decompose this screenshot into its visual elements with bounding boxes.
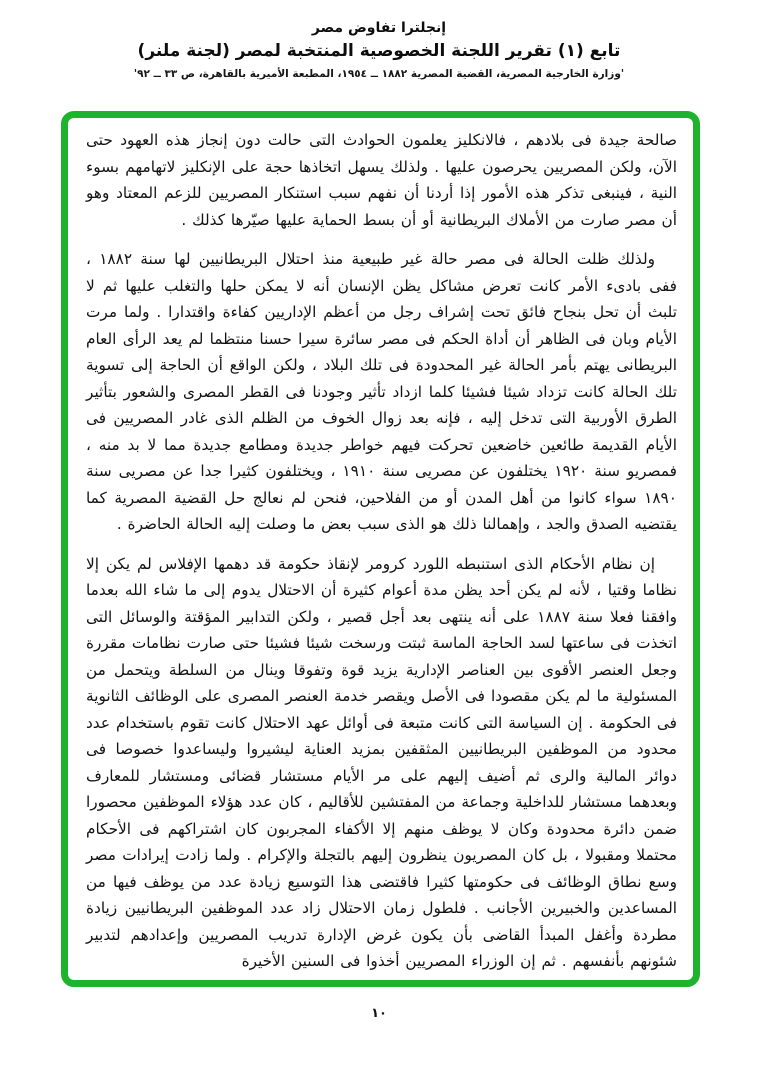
document-header bbox=[0, 0, 758, 80]
paragraph: إن نظام الأحكام الذى استنبطه اللورد كرومر لإنقاذ حكومة قد دهمها الإفلاس لم يكن إلا نظاما وقتيا ، لأنه لم يكن أحد يظن مدة أعوام كثيرة أن الاحتلال يدوم إلى ما شاء الله بعدما وافقنا فعلا سنة ١٨٨٧ على أنه ينتهى بعد أجل قصير ، ولكن التدابير المؤقتة والوسائل التى اتخذت فى ساعتها لسد الحاجة الماسة ثبتت ورسخت شيئا فشيئا حتى صارت نظامات مقررة وجعل العنصر الأقوى بين العناصر الإدارية يزيد قوة وتفوقا وينال من السلطة ويتحمل من المسئولية ما لم يكن مقصودا فى الأصل ويقصر خدمة العنصر المصرى على الوظائف الثانوية فى الحكومة . إن السياسة التى كانت متبعة فى أوائل عهد الاحتلال كانت تقوم باستخدام عدد محدود من الموظفين البريطانيين المثقفين بمزيد العناية ليشيروا وليساعدوا خصوصا فى دوائر المالية والرى ثم أضيف إليهم على مر الأيام مستشار قضائى ومستشار للمعارف وبعدهما مستشار للداخلية وجماعة من المفتشين للأقاليم ، كان عدد هؤلاء الموظفين محصورا ضمن دائرة محدودة وكان لا يوظف منهم إلا الأكفاء المجربون كان اشتراكهم فى الأحكام محتملا ومقبولا ، بل كان المصريون ينظرون إليهم بالتجلة والإكرام . ولما زادت إيرادات مصر وسع نطاق الوظائف فى حكومتها كثيرا فاقتضى هذا التوسيع زيادة عدد من يوظف فيها من المساعدين والخبيرين الأجانب . فلطول زمان الاحتلال زاد عدد الموظفين البريطانيين زيادة مطردة وأغفل المبدأ القاضى بأن يكون غرض الإدارة تدريب المصريين وإعدادهم لتدبير شئونهم بأنفسهم . ثم إن الوزراء المصريين أخذوا فى السنين الأخيرة bbox=[86, 554, 677, 970]
page-number: ١٠ bbox=[371, 1006, 387, 1021]
paragraph: ولذلك ظلت الحالة فى مصر حالة غير طبيعية منذ احتلال البريطانيين لها سنة ١٨٨٢ ، ففى بادىء الأمر كانت تعرض مشاكل يظن الإنسان أنه لا يمكن حلها والتغلب عليها ثم لا تلبث أن تحل بنجاح فائق تحت إشراف رجل من أعظم الإداريين كفاءة واقتدارا . ولما مرت الأيام وبان فى الظاهر أن أداة الحكم فى مصر سائرة سيرا حسنا منتظما لم يعد الرأى العام البريطانى يهتم بأمر الحالة غير المحدودة فى تلك البلاد ، ولكن الواقع أن الحاجة إلى تسوية تلك الحالة كانت تزداد شيئا فشيئا كلما ازداد تأثير وجودنا فى القطر المصرى والشعور بتأثير الطرق الأوربية التى تدخل إليه ، فإنه بعد زوال الخوف من الظلم الذى غادر المصريين فى الأيام القديمة طائعين خاضعين تحركت فيهم خواطر جديدة ومطامع جديدة مما لا بد منه ، فمصريو سنة ١٩٢٠ يختلفون عن مصريى سنة ١٩١٠ ، ويختلفون كثيرا جدا عن مصريى سنة ١٨٩٠ سواء كانوا من أهل المدن أو من الفلاحين، فنحن لم نعالج حل القضية المصرية كما يقتضيه الصدق والجد ، وإهمالنا ذلك هو الذى سبب بعض ما وصلت إليه الحالة الحاضرة . bbox=[86, 250, 677, 533]
highlighted-text-box bbox=[61, 111, 700, 987]
text-body bbox=[86, 127, 677, 975]
document-title: إنجلترا تفاوض مصر bbox=[311, 20, 447, 36]
document-source-citation: 'وزارة الخارجية المصرية، القضية المصرية ١٨٨٢ ــ ١٩٥٤، المطبعة الأميرية بالقاهرة، ص ٣٣ ــ ٩٢' bbox=[133, 68, 625, 80]
document-subtitle: تابع (١) تقرير اللجنة الخصوصية المنتخبة لمصر (لجنة ملنر) bbox=[137, 41, 621, 61]
paragraph: صالحة جيدة فى بلادهم ، فالانكليز يعلمون الحوادث التى حالت دون إنجاز هذه العهود حتى الآن، ولكن المصريين يحرصون عليها . ولذلك يسهل اتخاذها حجة على الإنكليز لاتهامهم بسوء النية ، فينبغى تذكر هذه الأمور إذا أردنا أن نفهم سبب استنكار المصريين للزعم المعتاد وهو أن مصر صارت من الأملاك البريطانية أو أن بسط الحماية عليها صيّرها كذلك . bbox=[86, 131, 677, 229]
